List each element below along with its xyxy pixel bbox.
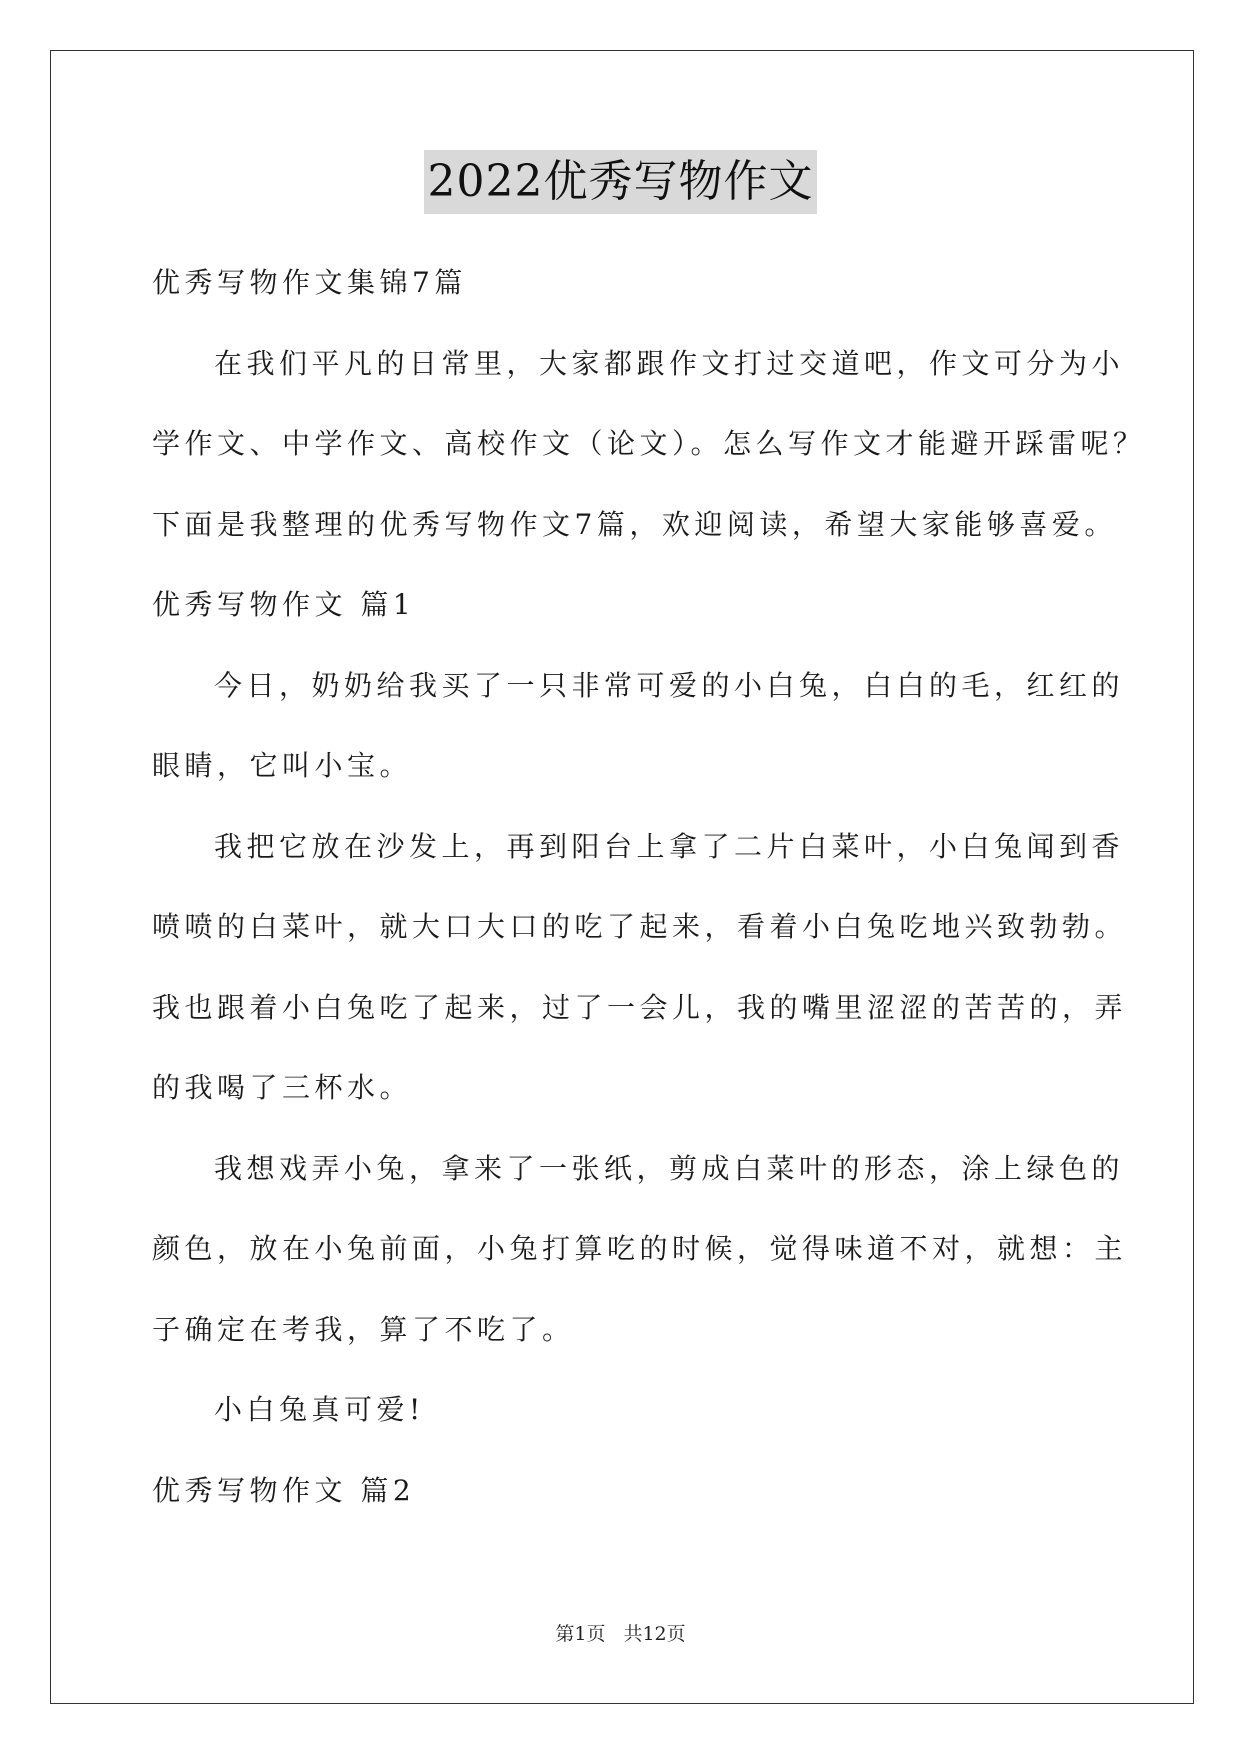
document-title: 2022优秀写物作文 [424, 150, 818, 214]
page-number: 第1页 [555, 1623, 606, 1645]
page-total: 共12页 [623, 1623, 686, 1645]
paragraph-line: 在我们平凡的日常里，大家都跟作文打过交道吧，作文可分为小 [214, 347, 1125, 380]
paragraph-line: 我也跟着小白兔吃了起来，过了一会儿，我的嘴里涩涩的苦苦的，弄 [152, 991, 1128, 1024]
paragraph-line: 今日，奶奶给我买了一只非常可爱的小白兔，白白的毛，红红的 [214, 669, 1125, 702]
paragraph-line: 颜色，放在小兔前面，小兔打算吃的时候，觉得味道不对，就想：主 [152, 1232, 1128, 1265]
section-heading-1: 优秀写物作文 篇1 [152, 588, 416, 621]
paragraph-line: 喷喷的白菜叶，就大口大口的吃了起来，看着小白兔吃地兴致勃勃。 [152, 910, 1128, 943]
paragraph-line: 的我喝了三杯水。 [152, 1071, 413, 1104]
paragraph-line: 子确定在考我，算了不吃了。 [152, 1313, 575, 1346]
paragraph-line: 下面是我整理的优秀写物作文7篇，欢迎阅读，希望大家能够喜爱。 [152, 508, 1117, 541]
paragraph-line: 我把它放在沙发上，再到阳台上拿了二片白菜叶，小白兔闻到香 [214, 830, 1125, 863]
collection-heading: 优秀写物作文集锦7篇 [152, 266, 467, 299]
paragraph-line: 眼睛，它叫小宝。 [152, 749, 413, 782]
page-footer [0, 1622, 1241, 1646]
document-title-container [0, 150, 1241, 214]
paragraph-line: 我想戏弄小兔，拿来了一张纸，剪成白菜叶的形态，涂上绿色的 [214, 1152, 1125, 1185]
section-heading-2: 优秀写物作文 篇2 [152, 1474, 416, 1507]
paragraph-line: 小白兔真可爱! [214, 1393, 425, 1426]
paragraph-line: 学作文、中学作文、高校作文（论文）。怎么写作文才能避开踩雷呢？ [152, 427, 1146, 460]
